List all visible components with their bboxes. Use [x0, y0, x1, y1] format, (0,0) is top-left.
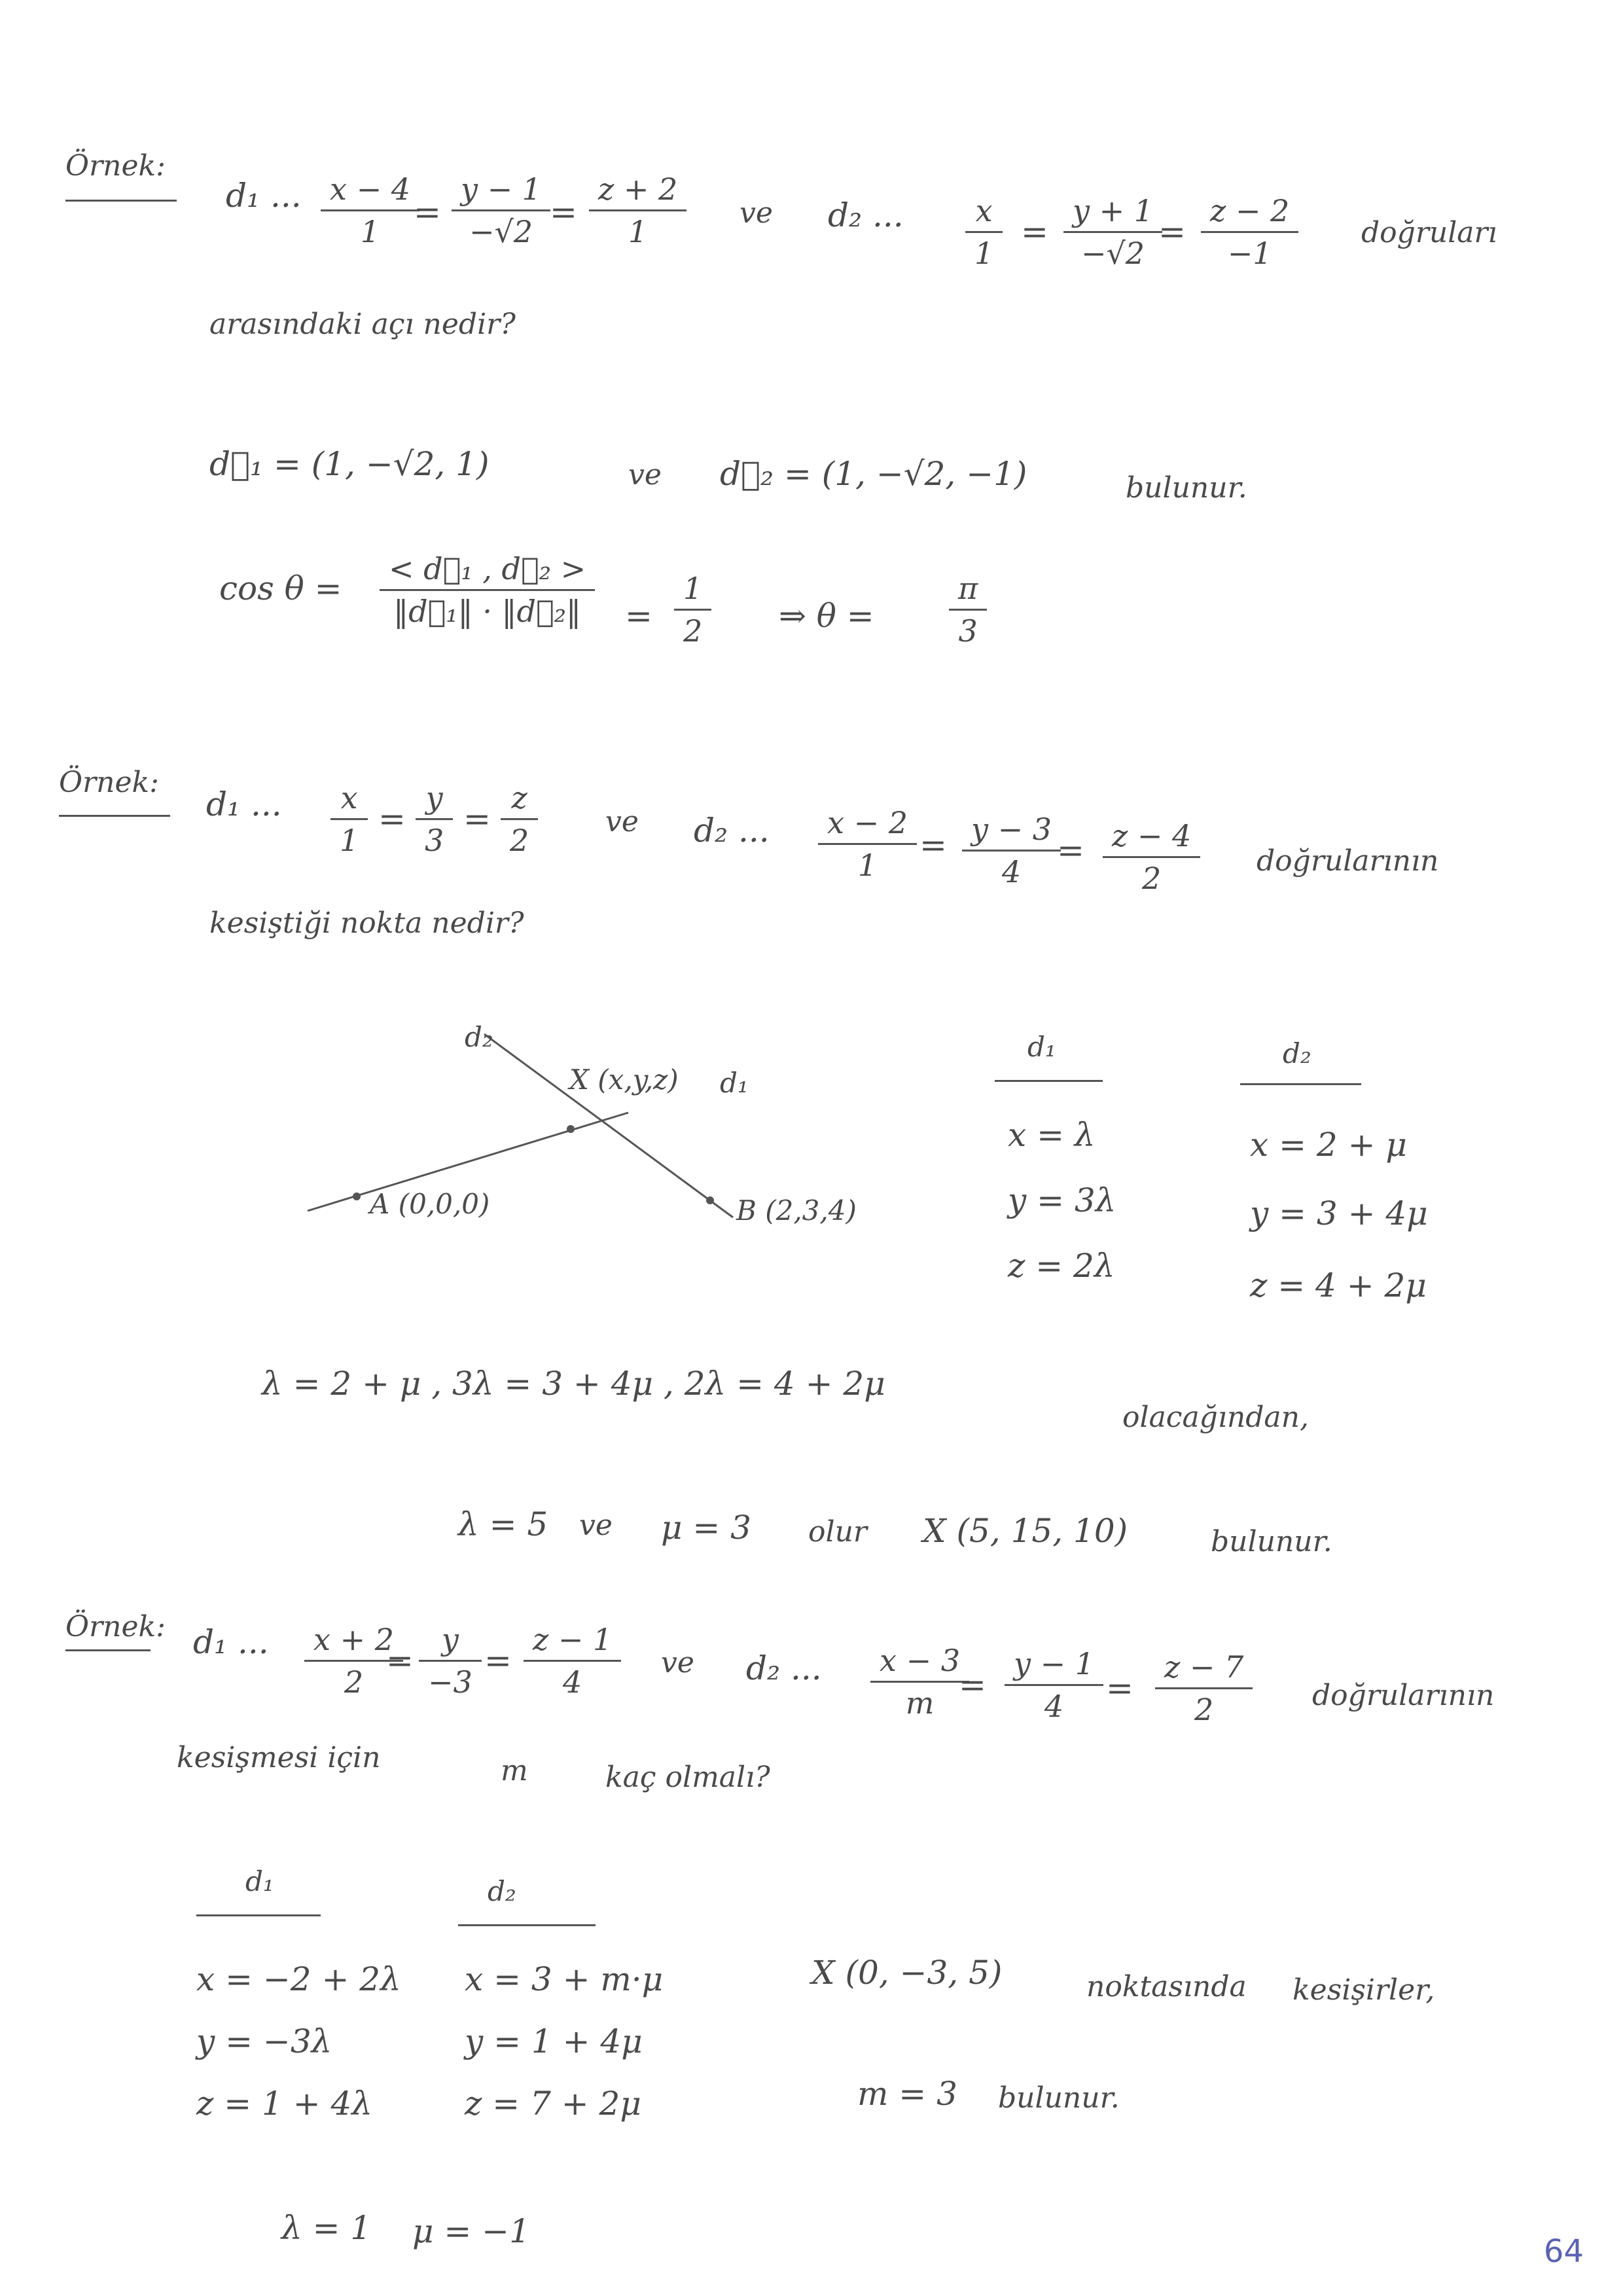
ex2-col2-row: z = 4 + 2μ: [1250, 1266, 1427, 1304]
line-d2: [484, 1034, 733, 1217]
ex3-d2-frac-x: x − 3 m: [870, 1643, 969, 1721]
ex3-d2-name: d₂ ...: [746, 1649, 822, 1687]
ex2-d2-frac-y: y − 3 4: [962, 812, 1061, 889]
diagram-d2-label: d₂: [465, 1021, 493, 1053]
ex1-cos-fraction: < d⃗₁ , d⃗₂ > ‖d⃗₁‖ · ‖d⃗₂‖: [380, 551, 595, 629]
ex2-col2-row: x = 2 + μ: [1250, 1126, 1407, 1164]
diagram-x-label: X (x,y,z): [569, 1064, 679, 1096]
ex3-col2-head: d₂: [488, 1875, 516, 1907]
ex3-d1-frac-x: x + 2 2: [304, 1622, 403, 1700]
equals-sign: =: [484, 1641, 512, 1679]
ex3-col2-rule: [458, 1924, 596, 1926]
ex2-col1-head: d₁: [1027, 1031, 1056, 1063]
ex1-pi-over-3: π 3: [949, 571, 987, 649]
ex2-d1-frac-x: x 1: [330, 780, 368, 858]
ex3-col2-row: y = 1 + 4μ: [465, 2022, 643, 2060]
diagram-d1-label: d₁: [720, 1067, 749, 1099]
point-x: [567, 1125, 575, 1133]
ex1-one-half: 1 2: [674, 571, 711, 649]
ex2-d2-name: d₂ ...: [694, 812, 770, 850]
ex3-question-m: m: [501, 1754, 528, 1787]
equals-sign: =: [550, 193, 577, 231]
ex1-cos-theta: cos θ =: [219, 569, 342, 607]
ex2-question: kesiştiği nokta nedir?: [209, 906, 524, 940]
ex2-olacagindan: olacağından,: [1122, 1401, 1309, 1434]
equals-sign: =: [414, 193, 441, 231]
ex2-tail: doğrularının: [1257, 844, 1439, 878]
ex3-bulunur: bulunur.: [998, 2081, 1120, 2115]
ex3-point: X (0, −3, 5): [812, 1954, 1003, 1992]
ex1-d1-name: d₁ ...: [226, 177, 302, 215]
equals-sign: =: [1106, 1669, 1133, 1707]
ex2-col1-row: x = λ: [1008, 1116, 1096, 1154]
equals-sign: =: [959, 1666, 986, 1704]
ex2-ve: ve: [605, 805, 639, 838]
ex1-tail: doğruları: [1361, 216, 1497, 249]
ex3-mu: μ = −1: [412, 2212, 530, 2250]
ex1-vector-d2: d⃗₂ = (1, −√2, −1): [720, 455, 1027, 493]
ex2-ve-3: ve: [579, 1509, 613, 1542]
ex2-olur: olur: [808, 1515, 867, 1549]
ex3-question-a: kesişmesi için: [177, 1741, 381, 1774]
ex1-d2-name: d₂ ...: [828, 196, 904, 234]
ex2-d2-frac-z: z − 4 2: [1103, 818, 1200, 896]
ex2-intersection-diagram: [288, 1008, 942, 1283]
ex1-d1-frac-y: y − 1 −√2: [452, 171, 550, 249]
ex2-mu-value: μ = 3: [661, 1509, 751, 1547]
example-1-label: Örnek:: [65, 149, 166, 183]
equals-sign: =: [1057, 831, 1084, 869]
ex2-col1-row: y = 3λ: [1008, 1181, 1116, 1219]
ex1-bulunur: bulunur.: [1126, 471, 1247, 505]
example-2-label: Örnek:: [59, 766, 159, 799]
ex3-col1-row: y = −3λ: [196, 2022, 332, 2060]
ex2-d1-name: d₁ ...: [206, 785, 282, 823]
ex1-d2-frac-y: y + 1 −√2: [1063, 193, 1162, 271]
ex3-d1-name: d₁ ...: [193, 1623, 269, 1661]
diagram-a-label: A (0,0,0): [370, 1188, 490, 1220]
ex2-d1-frac-y: y 3: [416, 780, 453, 858]
ex2-col1-row: z = 2λ: [1008, 1247, 1115, 1285]
ex3-d1-frac-y: y −3: [419, 1622, 482, 1700]
ex3-col2-row: x = 3 + m·μ: [465, 1960, 664, 1998]
ex2-col2-row: y = 3 + 4μ: [1250, 1194, 1428, 1232]
ex2-d2-frac-x: x − 2 1: [818, 805, 917, 883]
ex1-d1-frac-z: z + 2 1: [589, 171, 687, 249]
ex3-col1-row: x = −2 + 2λ: [196, 1960, 401, 1998]
ex3-d2-frac-z: z − 7 2: [1155, 1649, 1253, 1727]
example-3-underline: [65, 1649, 151, 1651]
example-2-underline: [59, 815, 170, 817]
ex2-system: λ = 2 + μ , 3λ = 3 + 4μ , 2λ = 4 + 2μ: [262, 1365, 885, 1403]
ex3-noktasinda: noktasında: [1086, 1970, 1247, 2003]
ex1-d1-frac-x: x − 4 1: [321, 171, 419, 249]
point-b: [706, 1196, 714, 1204]
ex2-d1-frac-z: z 2: [501, 780, 538, 858]
equals-sign: =: [463, 800, 491, 838]
ex3-tail: doğrularının: [1312, 1679, 1495, 1712]
ex3-m-value: m = 3: [857, 2075, 957, 2113]
diagram-b-label: B (2,3,4): [736, 1194, 857, 1227]
equals-sign: =: [386, 1641, 414, 1679]
ex3-question-c: kaç olmalı?: [605, 1761, 770, 1794]
ex2-col2-head: d₂: [1283, 1037, 1311, 1069]
example-1-underline: [65, 200, 177, 202]
equals-sign: =: [1021, 213, 1048, 251]
ex1-vector-d1: d⃗₁ = (1, −√2, 1): [209, 445, 490, 483]
ex3-d1-frac-z: z − 1 4: [524, 1622, 621, 1700]
page-number: 64: [1543, 2233, 1584, 2270]
ex3-col2-row: z = 7 + 2μ: [465, 2085, 641, 2123]
ex3-col1-rule: [196, 1914, 321, 1916]
ex3-col1-row: z = 1 + 4λ: [196, 2085, 373, 2123]
equals-sign: =: [919, 826, 947, 864]
ex1-implies: ⇒ θ =: [779, 597, 874, 635]
ex2-point: X (5, 15, 10): [923, 1512, 1128, 1550]
equals-sign: =: [378, 800, 406, 838]
ex1-ve: ve: [740, 196, 773, 230]
ex3-col1-head: d₁: [245, 1865, 274, 1897]
ex3-ve: ve: [661, 1646, 694, 1679]
equals-sign: =: [1158, 213, 1186, 251]
ex3-lambda: λ = 1: [281, 2209, 372, 2247]
ex2-col1-rule: [995, 1080, 1103, 1082]
ex1-d2-frac-z: z − 2 −1: [1201, 193, 1298, 271]
example-3-label: Örnek:: [65, 1610, 166, 1643]
ex1-d2-frac-x: x 1: [965, 193, 1003, 271]
ex1-question: arasındaki açı nedir?: [209, 308, 516, 341]
ex2-bulunur: bulunur.: [1211, 1525, 1332, 1558]
ex3-kesisirler: kesişirler,: [1293, 1973, 1435, 2007]
point-a: [353, 1193, 361, 1200]
ex2-col2-rule: [1240, 1083, 1361, 1085]
ex3-d2-frac-y: y − 1 4: [1005, 1646, 1103, 1724]
equals-sign: =: [625, 597, 652, 635]
ex1-ve-2: ve: [628, 458, 662, 492]
ex2-lambda-value: λ = 5: [458, 1505, 548, 1543]
